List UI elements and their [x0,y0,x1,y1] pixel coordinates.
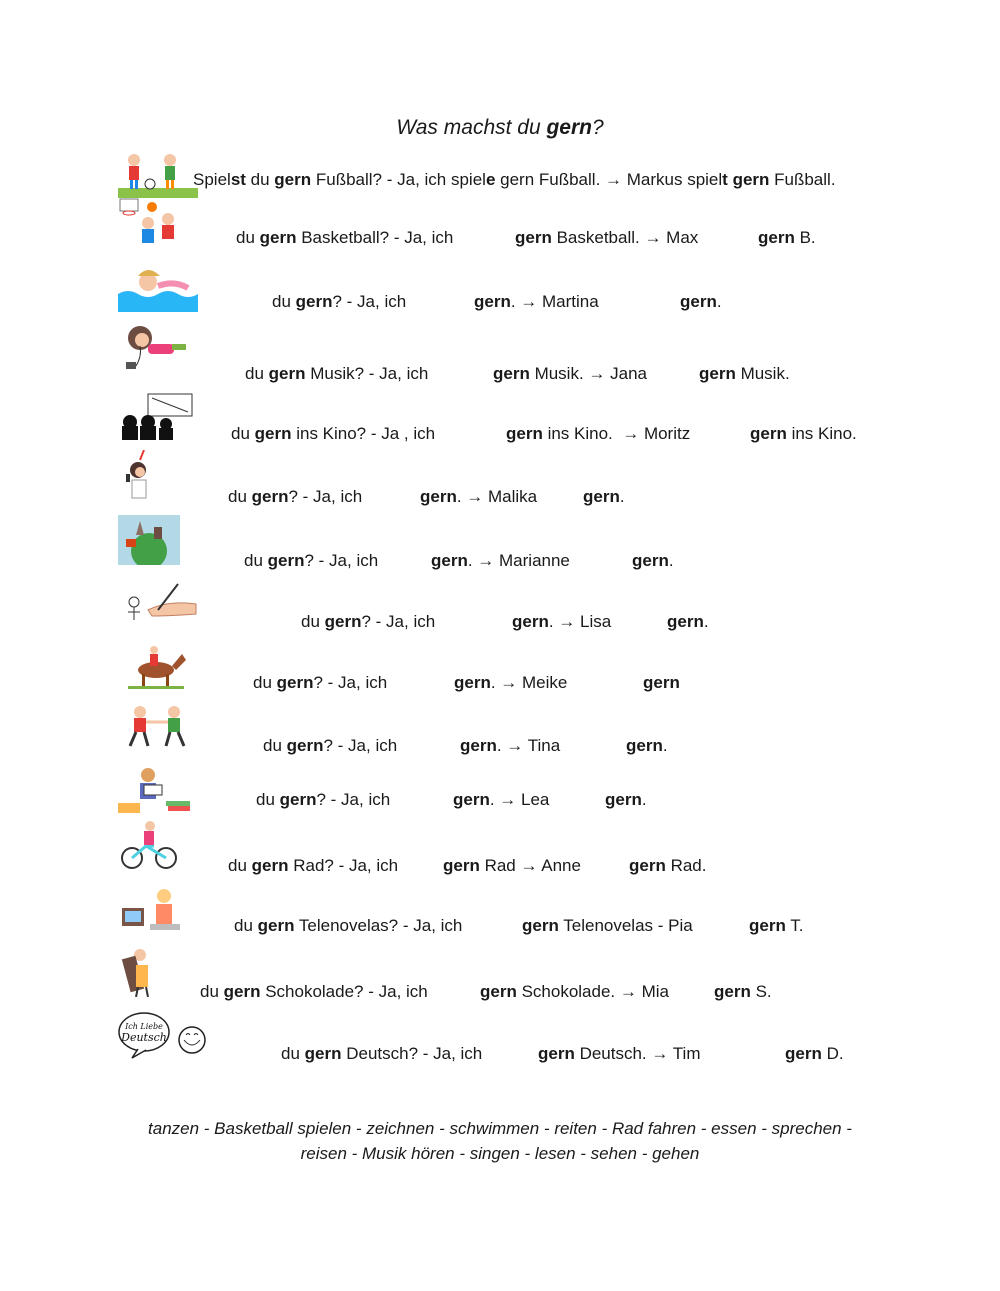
sentence-segment: gern ins Kino. → Moritz [506,424,691,443]
sentence-segment: du gern? - Ja, ich [253,673,388,692]
verb-word-bank [0,1116,1000,1166]
sentence-segment: gern. → Tina [460,736,561,755]
exercise-row [0,1044,1000,1104]
sentence-segment: du gern Schokolade? - Ja, ich [200,982,428,1001]
sentence-segment: du gern? - Ja, ich [244,551,379,570]
sentence-segment: gern Rad. [629,856,707,875]
sentence-segment: du gern? - Ja, ich [263,736,398,755]
sentence-segment: du gern? - Ja, ich [272,292,407,311]
sentence-segment: du gern? - Ja, ich [301,612,436,631]
sentence-segment: gern Deutsch. → Tim [538,1044,701,1063]
svg-text:Deutsch: Deutsch [121,1031,167,1044]
sentence-segment: gern S. [714,982,772,1001]
sentence-segment: du gern Musik? - Ja, ich [245,364,429,383]
sentence-segment: gern. → Lea [453,790,550,809]
sentence-segment: gern ins Kino. [750,424,857,443]
sentence-segment: gern. → Lisa [512,612,612,631]
sentence-segment: gern D. [785,1044,844,1063]
sentence-segment: du gern Rad? - Ja, ich [228,856,399,875]
sentence-segment: gern. → Marianne [431,551,570,570]
page-title: Was machst du gern? [396,116,604,139]
sentence-segment: gern Rad → Anne [443,856,581,875]
sentence-segment: gern. [667,612,709,631]
sentence-segment: du gern? - Ja, ich [256,790,391,809]
sentence-segment: Spielst du gern Fußball? - Ja, ich spiele gern Fußball. → Markus spielt gern Fußball. [193,170,836,189]
sentence-segment: gern. → Meike [454,673,568,692]
sentence-segment: du gern ins Kino? - Ja , ich [231,424,436,443]
sentence-segment: gern Musik. [699,364,790,383]
word-bank-line-2: reisen - Musik hören - singen - lesen - sehen - gehen [300,1144,700,1163]
sentence-segment: gern. [632,551,674,570]
sentence-segment: gern T. [749,916,804,935]
sentence-segment: du gern Deutsch? - Ja, ich [281,1044,483,1063]
word-bank-line-1: tanzen - Basketball spielen - zeichnen - schwimmen - reiten - Rad fahren - essen - sprechen - [148,1119,852,1138]
sentence-segment: gern Musik. → Jana [493,364,647,383]
sentence-segment: gern Telenovelas - Pia [522,916,693,935]
sentence-segment: gern. [605,790,647,809]
svg-text:Ich Liebe: Ich Liebe [125,1022,163,1031]
sentence-segment: gern. [626,736,668,755]
sentence-segment: gern B. [758,228,816,247]
sentence-segment: gern. [583,487,625,506]
sentence-segment: gern Basketball. → Max [515,228,699,247]
sentence-segment: gern [643,673,680,692]
sentence-segment: gern. → Martina [474,292,599,311]
sentence-segment: du gern Telenovelas? - Ja, ich [234,916,463,935]
sentence-segment: gern. → Malika [420,487,538,506]
sentence-segment: du gern? - Ja, ich [228,487,363,506]
sentence-segment: gern Schokolade. → Mia [480,982,669,1001]
sentence-segment: du gern Basketball? - Ja, ich [236,228,454,247]
sentence-segment: gern. [680,292,722,311]
